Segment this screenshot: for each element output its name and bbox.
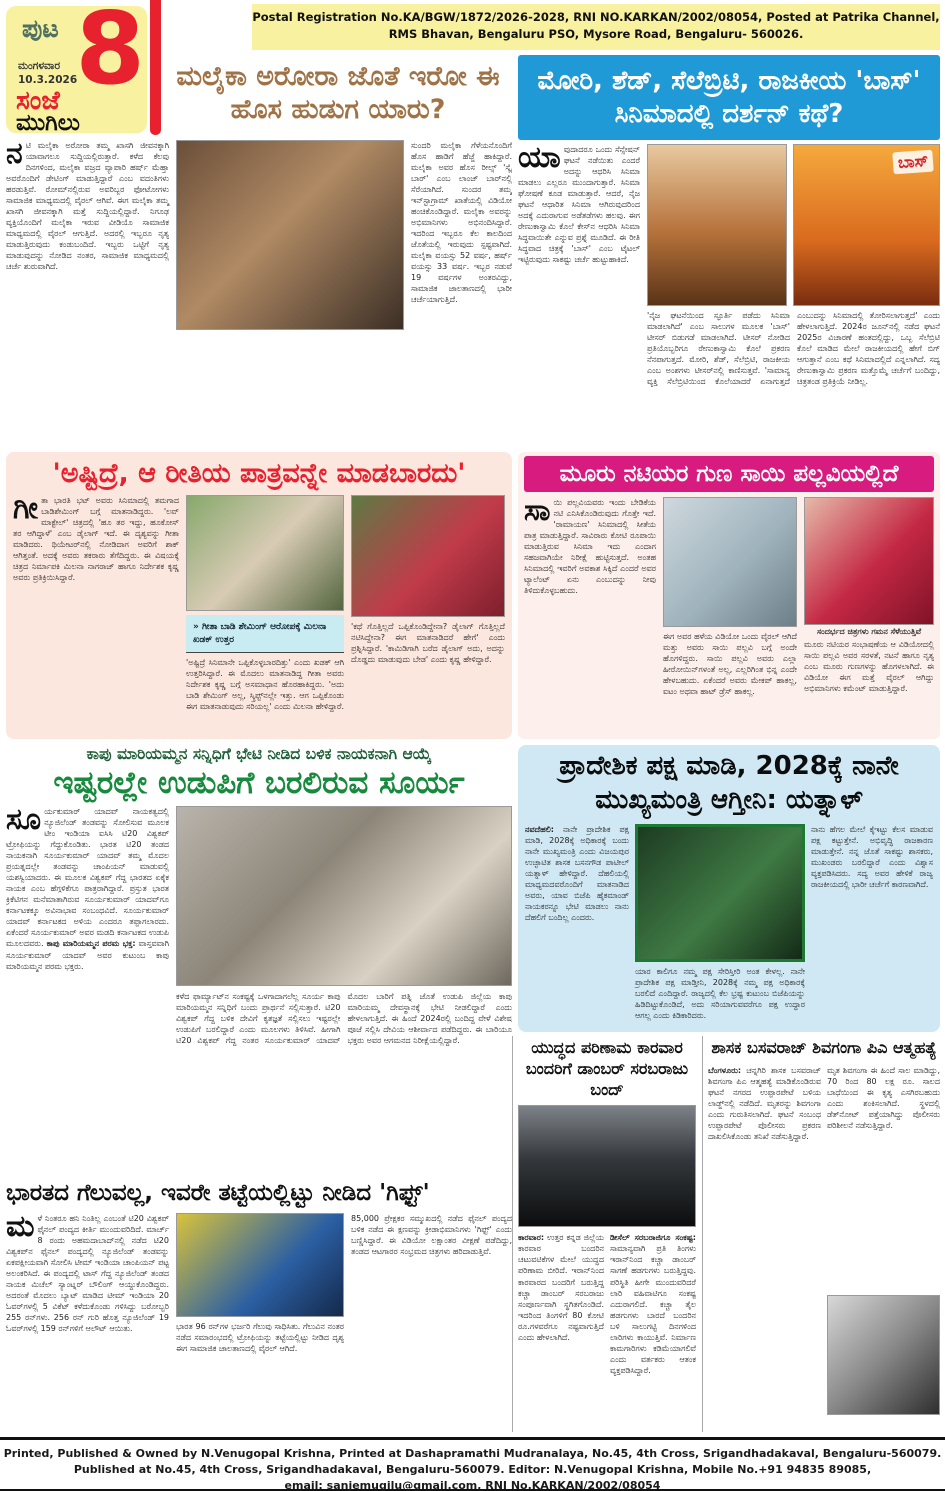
photo-boss-poster <box>793 144 940 306</box>
article-gift <box>6 1180 512 1432</box>
photo-shivaganga-portrait <box>827 1295 940 1415</box>
article-surya-col1 <box>6 806 169 1158</box>
article-geetha <box>6 452 512 739</box>
article-malaika <box>6 140 512 446</box>
postal-registration-strip <box>252 4 940 50</box>
article-boss-col2: 'ನೈಜ ಘಟನೆಯಿಂದ ಸ್ಫೂರ್ತಿ ಪಡೆದು ಸಿನಿಮಾ ಮಾಡಲಾಗಿದೆ' ಎಂಬ ಸಾಲುಗಳ ಮೂಲಕ 'ಬಾಸ್' ಟೀಸರ್ ಬಿಡುಗಡೆ ಮಾಡಲಾಗಿದೆ. ಟೀಸರ್ ನೋಡಿದ ಪ್ರತಿಯೊಬ್ಬರಿಗೂ ರೇಣುಕಾಸ್ವಾಮಿ ಕೊಲೆ ಪ್ರಕರಣ ನೆನಪಾಗುತ್ತದೆ. ಮೋರಿ, ಶೆಡ್, ಸೆಲೆಬ್ರಿಟಿ, ರಾಜಕೀಯ ಎಂಬ ಅಂಶಗಳು ಟೀಸರ್‌ನಲ್ಲಿ ಕಾಣಿಸುತ್ತವೆ. 'ಸಾಮಾನ್ಯ ವ್ಯಕ್ತಿ ಸೆಲೆಬ್ರಿಟಿಯಿಂದ ಕೊಲೆಯಾದರೆ ಏನಾಗುತ್ತದೆ ಎಂಬುದನ್ನು ಸಿನಿಮಾದಲ್ಲಿ ತೋರಿಸಲಾಗುತ್ತದೆ' ಎಂದು ಹೇಳಲಾಗುತ್ತಿದೆ. 2024ರ ಜೂನ್‌ನಲ್ಲಿ ನಡೆದ ಘಟನೆ 2025ರ ವಿಚಾರಣೆ ಹಂತದಲ್ಲಿದ್ದು, ಒಬ್ಬ ಸೆಲೆಬ್ರಿಟಿ ಕೊಲೆ ಮಾಡಿದ ಮೇಲೆ ರಾಜಕೀಯದಲ್ಲಿ ಹೇಗೆ ಬಿಗ್ ಆಗುತ್ತಾನೆ ಎಂಬ ಕಥೆ ಸಿನಿಮಾದಲ್ಲಿದೆ ಎನ್ನಲಾಗಿದೆ. ಸದ್ಯ ರೇಣುಕಾಸ್ವಾಮಿ ಪ್ರಕರಣ ಮತ್ತೊಮ್ಮೆ ಚರ್ಚೆಗೆ ಬಂದಿದ್ದು, ಚಿತ್ರತಂಡ ಪ್ರತಿಕ್ರಿಯೆ ನೀಡಿಲ್ಲ. <box>647 311 940 387</box>
article-text: ಳೆ ನಿಂತರೂ ಹನಿ ನಿಂತಿಲ್ಲ ಎಂಬಂತೆ ಟಿ20 ವಿಶ್ವಕಪ್ ಫೈನಲ್ ಪಂದ್ಯದ ಕೀರ್ತಿ ಮುಂದುವರಿದಿದೆ. ಮಾರ್ಚ್ 8 ರಂದು ಅಹಮದಾಬಾದ್‌ನಲ್ಲಿ ನಡೆದ ಟಿ20 ವಿಶ್ವಕಪ್‌ನ ಫೈನಲ್ ಪಂದ್ಯದಲ್ಲಿ ನ್ಯೂಜಿಲೆಂಡ್ ತಂಡವನ್ನು ಏಕಪಕ್ಷೀಯವಾಗಿ ಸೋಲಿಸಿ ಟೀಮ್ ಇಂಡಿಯಾ ಚಾಂಪಿಯನ್ ಪಟ್ಟ ಅಲಂಕರಿಸಿದೆ. ಈ ಪಂದ್ಯದಲ್ಲಿ ಟಾಸ್ ಗೆದ್ದ ನ್ಯೂಜಿಲೆಂಡ್ ತಂಡದ ನಾಯಕ ಮಿಚೆಲ್ ಸ್ಯಾಂಟ್ನರ್ ಬೌಲಿಂಗ್ ಆಯ್ದುಕೊಂಡಿದ್ದರು. ಅದರಂತೆ ಮೊದಲು ಬ್ಯಾಟ್ ಮಾಡಿದ ಟೀಮ್ ಇಂಡಿಯಾ 20 ಓವರ್‌ಗಳಲ್ಲಿ 5 ವಿಕೆಟ್ ಕಳೆದುಕೊಂಡು ಗಳಿಸಿದ್ದು ಬರೋಬ್ಬರಿ 255 ರನ್‌ಗಳು. 256 ರನ್ ಗುರಿ ಹೊತ್ತ ನ್ಯೂಜಿಲೆಂಡ್ 19 ಓವರ್‌ಗಳಲ್ಲಿ 159 ರನ್‌ಗಳಿಗೆ ಆಲೌಟ್ ಆಯಿತು. <box>6 1213 169 1333</box>
headline-surya: ಇಷ್ಟರಲ್ಲೇ ಉಡುಪಿಗೆ ಬರಲಿರುವ ಸೂರ್ಯ <box>53 765 465 801</box>
dateline: ಕಾರವಾರ: <box>518 1233 545 1243</box>
headline-gift: ಭಾರತದ ಗೆಲುವಲ್ಲ, ಇವರೇ ತಟ್ಟೆಯಲ್ಲಿಟ್ಟು ನೀಡಿದ 'ಗಿಫ್ಟ್' <box>6 1180 430 1206</box>
article-text: ಉತ್ತರ ಕನ್ನಡ ಜಿಲ್ಲೆಯ ಕಾರವಾರ ಬಂದರಿನ ಚಟುವಟಿಕೆಗಳ ಮೇಲೆ ಯುದ್ಧದ ಪರಿಣಾಮ ಬೀರಿದೆ. ಇರಾನ್‌ನಿಂದ ಕಾರವಾರದ ಬಂದರಿಗೆ ಬರುತ್ತಿದ್ದ ಕಚ್ಚಾ ಡಾಂಬರ್ ಸರಬರಾಜು ಸಂಪೂರ್ಣವಾಗಿ ಸ್ಥಗಿತಗೊಂಡಿದೆ. ಇದರಿಂದ ತಿಂಗಳಿಗೆ 80 ಕೋಟಿ ರೂ.ಗಳವರೆಗೂ ನಷ್ಟವಾಗುತ್ತಿದೆ ಎಂದು ಹೇಳಲಾಗಿದೆ. <box>518 1233 604 1342</box>
headline-sai: ಮೂರು ನಟಿಯರ ಗುಣ ಸಾಯಿ ಪಲ್ಲವಿಯಲ್ಲಿದೆ <box>524 456 934 492</box>
photo-malaika-couple <box>176 140 404 330</box>
article-text: ಸಾಮಾನ್ಯವಾಗಿ ಪ್ರತಿ ತಿಂಗಳು ಇರಾನ್‌ನಿಂದ ಕಚ್ಚಾ ಡಾಂಬರ್ ಸಾಗಣೆ ಹಡಗುಗಳು ಬರುತ್ತಿದ್ದವು. ಪರಿಸ್ಥಿತಿ ಹೀಗೇ ಮುಂದುವರಿದರೆ ಲಾರಿ ವಹಿವಾಟಿಗೂ ಸಂಕಷ್ಟ ಎದುರಾಗಲಿದೆ. ಕಚ್ಚಾ ತೈಲ ಹಡಗುಗಳು ಬಾರದೆ ಬಂದರಿನ ಬಳಿ ಸಾಲುಗಟ್ಟಿ ದಿನಗಳಿಂದ ಲಾರಿಗಳು ಕಾಯುತ್ತಿವೆ. ನಿರ್ಮಾಣ ಕಾಮಗಾರಿಗಳು ಕಡಿಮೆಯಾಗಲಿವೆ ಎಂದು ವರ್ತಕರು ಆತಂಕ ವ್ಯಕ್ತಪಡಿಸಿದ್ದಾರೆ. <box>610 1244 696 1375</box>
masthead-page-word: ಪುಟ <box>22 14 59 43</box>
photo-yathnal-speaking <box>635 824 805 962</box>
drop-cap: ಗೀ <box>13 495 39 526</box>
article-text: ರ್ಯಕುಮಾರ್ ಯಾದವ್ ನಾಯಕತ್ವದಲ್ಲಿ ನ್ಯೂಜಿಲೆಂಡ್ ತಂಡವನ್ನು ಸೋಲಿಸುವ ಮೂಲಕ ಟೀಂ ಇಂಡಿಯಾ ಐಸಿಸಿ ಟಿ20 ವಿಶ್ವಕಪ್ ಟ್ರೋಫಿಯನ್ನು ಗೆದ್ದುಕೊಂಡಿತು. ಭಾರತ ಟಿ20 ತಂಡದ ನಾಯಕನಾಗಿ ಸೂರ್ಯಕುಮಾರ್ ಯಾದವ್ ತಮ್ಮ ಮೊದಲ ಪ್ರಯತ್ನದಲ್ಲೇ ತಂಡವನ್ನು ಚಾಂಪಿಯನ್ ಮಾಡುವಲ್ಲಿ ಯಶಸ್ವಿಯಾದರು. ಈ ಮೂಲಕ ವಿಶ್ವಕಪ್ ಗೆದ್ದ ಭಾರತದ ಏಕೈಕ ನಾಯಕ ಎಂಬ ಹೆಗ್ಗಳಿಕೆಗೂ ಪಾತ್ರರಾಗಿದ್ದಾರೆ. ಪ್ರಸ್ತುತ ಭಾರತ ಕ್ರಿಕೆಟಿಗನ ಮನೆಮಾತಾಗಿರುವ ಸೂರ್ಯಕುಮಾರ್ ಯಾದವ್‌ಗೂ ಕರ್ನಾಟಕಕ್ಕೂ ಅವಿನಾಭಾವ ಸಂಬಂಧವಿದೆ. ಸೂರ್ಯಕುಮಾರ್ ಯಾದವ್ ಕರ್ನಾಟಕದ ಅಳಿಯ ಎಂದರೂ ತಪ್ಪಾಗಲಾರದು. ಏಕೆಂದರೆ ಸೂರ್ಯಕುಮಾರ್ ಅವರ ಮಡದಿ ಕರ್ನಾಟಕದ ಉಡುಪಿ ಮೂಲದವರು. <box>6 807 169 949</box>
article-tar <box>518 1038 696 1432</box>
article-tar-col2 <box>610 1232 696 1432</box>
article-yathnal-col3: ನಾನು ಹೆಗಲ ಮೇಲೆ ಕೈಇಟ್ಟು ಕೆಲಸ ಮಾಡುವ ಪಕ್ಷ ಕಟ್ಟುತ್ತೇನೆ. ಅಭಿವೃದ್ಧಿ ರಾಜಕಾರಣ ಮಾಡುತ್ತೇನೆ. ನನ್ನ ಜೊತೆ ಸಾಕಷ್ಟು ಶಾಸಕರು, ಮುಖಂಡರು ಬರಲಿದ್ದಾರೆ ಎಂದು ವಿಶ್ವಾಸ ವ್ಯಕ್ತಪಡಿಸಿದರು. ಸದ್ಯ ಅವರ ಹೇಳಿಕೆ ರಾಜ್ಯ ರಾಜಕೀಯದಲ್ಲಿ ಭಾರೀ ಚರ್ಚೆಗೆ ಕಾರಣವಾಗಿದೆ. <box>811 824 933 889</box>
article-geetha-col3: 'ಕಥೆ ಗೊತ್ತಿಲ್ಲದೆ ಒಪ್ಪಿಕೊಂಡಿದ್ದೇನಾ? ಡೈಲಾಗ್ ಗೊತ್ತಿಲ್ಲದೆ ನಟಿಸಿದ್ದೇನಾ? ಈಗ ಮಾತನಾಡಿದರೆ ಹೇಗೆ' ಎಂದು ಪ್ರಶ್ನಿಸಿದ್ದಾರೆ. 'ಕಾಮಿಡಿಗಾಗಿ ಬರೆದ ಡೈಲಾಗ್ ಅದು, ಅದನ್ನು ದೊಡ್ಡದು ಮಾಡುವುದು ಬೇಡ' ಎಂದು ಕೃಷ್ಣ ಹೇಳಿದ್ದಾರೆ. <box>351 622 505 665</box>
photo-sai-pallavi <box>804 497 934 625</box>
article-tar-col1 <box>518 1232 604 1432</box>
headline-tar: ಯುದ್ಧದ ಪರಿಣಾಮ ಕಾರವಾರ ಬಂದರಿಗೆ ಡಾಂಬರ್ ಸರಬರಾಜು ಬಂದ್ <box>525 1038 689 1099</box>
masthead-day: ಮಂಗಳವಾರ <box>18 60 61 72</box>
column-divider <box>512 1036 513 1432</box>
article-malaika-rest <box>176 140 512 446</box>
article-yathnal-col2: ಯಾರ ಕಾಲಿಗೂ ನಮ್ಮ ಪಕ್ಷ ಸೇರಿಸ್ತೀರಿ ಅಂತ ಕೇಳಲ್ಲ. ನಾನೇ ಪ್ರಾದೇಶಿಕ ಪಕ್ಷ ಮಾಡ್ತೀನಿ, 2028ಕ್ಕೆ ನಮ್ಮ ಪಕ್ಷ ಅಧಿಕಾರಕ್ಕೆ ಬರಲಿದೆ ಎಂದಿದ್ದಾರೆ. ರಾಜ್ಯದಲ್ಲಿ ಕೆಲ ಭ್ರಷ್ಟ ಕುಟುಂಬ ಬಿಜೆಪಿಯನ್ನು ಹಿಡಿದಿಟ್ಟುಕೊಂಡಿದೆ, ಅದು ಸರಿಯಾಗುವವರೆಗೂ ಪಕ್ಷ ಉದ್ಧಾರ ಆಗಲ್ಲ ಎಂದು ಕಿಡಿಕಾರಿದರು. <box>635 966 805 1020</box>
article-text: ಟಿ ಮಲೈಕಾ ಅರೋರಾ ತಮ್ಮ ಖಾಸಗಿ ಜೀವನಕ್ಕಾಗಿ ಯಾವಾಗಲೂ ಸುದ್ದಿಯಲ್ಲಿರುತ್ತಾರೆ. ಕಳೆದ ಕೆಲವು ದಿನಗಳಿಂದ, ಮಲೈಕಾ ವಜ್ರದ ವ್ಯಾಪಾರಿ ಹರ್ಷ್ ಮೆಹ್ತಾ ಅವರೊಂದಿಗೆ ಡೇಟಿಂಗ್ ಮಾಡುತ್ತಿದ್ದಾರೆ ಎಂಬ ವದಂತಿಗಳು ಹರಡುತ್ತಿವೆ. ರೋಮ್‌ನಲ್ಲಿರುವ ಅವರಿಬ್ಬರ ಫೋಟೋಗಳು ಸಾಮಾಜಿಕ ಮಾಧ್ಯಮದಲ್ಲಿ ವೈರಲ್ ಆಗಿವೆ. ಈಗ ಮಲೈಕಾ ತಮ್ಮ ಖಾಸಗಿ ಜೀವನಕ್ಕಾಗಿ ಮತ್ತೆ ಸುದ್ದಿಯಲ್ಲಿದ್ದಾರೆ. ನಿಗೂಢ ವ್ಯಕ್ತಿಯೊಂದಿಗೆ ಮಲೈಕಾ ಇರುವ ವೀಡಿಯೊ ಸಾಮಾಜಿಕ ಮಾಧ್ಯಮದಲ್ಲಿ ವೈರಲ್ ಆಗುತ್ತಿದೆ. ಅದರಲ್ಲಿ ಇಬ್ಬರೂ ನೃತ್ಯ ಮಾಡುತ್ತಿರುವುದು ಕಂಡುಬಂದಿದೆ. ಇಬ್ಬರು ಒಟ್ಟಿಗೆ ನೃತ್ಯ ಮಾಡುವುದನ್ನು ನೋಡಿದ ನಂತರ, ಸಾಮಾಜಿಕ ಮಾಧ್ಯಮದಲ್ಲಿ ಚರ್ಚೆ ಶುರುವಾಗಿದೆ. <box>6 141 169 272</box>
drop-cap: ನ <box>6 140 23 171</box>
drop-cap: ಮ <box>6 1212 35 1244</box>
article-geetha-col1 <box>13 495 179 719</box>
masthead-page-number: 8 <box>75 0 145 107</box>
photo-team-india-trophy <box>176 1213 344 1317</box>
article-sai-col3: ಮೂರು ನಟಿಯರ ಸಂಭಾಷಣೆಯ ಆ ವಿಡಿಯೋದಲ್ಲಿ ಸಾಯಿ ಪಲ್ಲವಿ ಅವರ ಸರಳತೆ, ನಟನೆ ಹಾಗೂ ನೃತ್ಯ ಎಂಬ ಮೂರು ಗುಣಗಳನ್ನು ಹೊಗಳಲಾಗಿದೆ. ಈ ವಿಡಿಯೋ ಈಗ ಮತ್ತೆ ವೈರಲ್ ಆಗಿದ್ದು ಅಭಿಮಾನಿಗಳು ಕಮೆಂಟ್ ಮಾಡುತ್ತಿದ್ದಾರೆ. <box>804 640 934 694</box>
masthead <box>6 0 147 136</box>
article-surya <box>6 745 512 1175</box>
article-text: ವುದಾದರೂ ಒಂದು ಸೆನ್ಸೇಷನ್ ಘಟನೆ ನಡೆಯಿತು ಎಂದರೆ ಅದನ್ನು ಆಧರಿಸಿ ಸಿನಿಮಾ ಮಾಡಲು ಎಲ್ಲರೂ ಮುಂದಾಗುತ್ತಾರೆ. ಸಿನಿಮಾ ಘೋಷಣೆ ಕೂಡ ಮಾಡುತ್ತಾರೆ. ಆದರೆ, ನೈಜ ಘಟನೆ ಆಧಾರಿತ ಸಿನಿಮಾ ಆಗಿರುವುದರಿಂದ ಅದಕ್ಕೆ ಎದುರಾಗುವ ಅಡೆತಡೆಗಳು ಹಲವು. ಈಗ ರೇಣುಕಾಸ್ವಾಮಿ ಕೊಲೆ ಕೇಸ್‌ನ ಆಧರಿಸಿ ಸಿನಿಮಾ ಸಿದ್ಧವಾಯಿತೇ ಎನ್ನುವ ಪ್ರಶ್ನೆ ಮೂಡಿದೆ. ಈ ರೀತಿ ಸಿದ್ಧವಾದ ಚಿತ್ರಕ್ಕೆ 'ಬಾಸ್' ಎಂಬ ಟೈಟಲ್ ಇಟ್ಟಿರುವುದು ಸಾಕಷ್ಟು ಚರ್ಚೆ ಹುಟ್ಟುಹಾಕಿದೆ. <box>518 145 640 265</box>
article-geetha-col2: 'ಅಷ್ಟಿದ್ರೆ ಸಿನಿಮಾನೇ ಒಪ್ಪಿಕೊಳ್ಳಬಾರದಿತ್ತು' ಎಂದು ಖಡಕ್ ಆಗಿ ಉತ್ತರಿಸಿದ್ದಾರೆ. ಈ ಮೊದಲು ಮಾತನಾಡಿದ್ದ ಗೀತಾ ಅವರು ನಿರ್ದೇಶಕ ಕೃಷ್ಣ ಬಗ್ಗೆ ಅಸಮಾಧಾನ ಹೊರಹಾಕಿದ್ದರು. 'ಅದು ಬಾಡಿ ಶೇಮಿಂಗ್ ಅಲ್ಲ, ಸ್ಕ್ರಿಪ್ಟ್‌ನಲ್ಲೇ ಇತ್ತು. ಆಗ ಒಪ್ಪಿಕೊಂಡು ಈಗ ಮಾತನಾಡುವುದು ಸರಿಯಲ್ಲ' ಎಂದು ಮಿಲನಾ ಹೇಳಿದ್ದಾರೆ. <box>186 658 345 712</box>
article-surya-col2: ಕಳೆದ ಫಾರ್ಮ್ಯಾಟ್‌ನ ಸಂಕಷ್ಟಕ್ಕೆ ಒಳಗಾದಾಗಲೆಲ್ಲ ಸೂರ್ಯ ಕಾಪು ಮಾರಿಯಮ್ಮನ ಸನ್ನಿಧಿಗೆ ಬಂದು ಪ್ರಾರ್ಥನೆ ಸಲ್ಲಿಸುತ್ತಾರೆ. ಟಿ20 ವಿಶ್ವಕಪ್ ಗೆದ್ದ ಬಳಿಕ ದೇವಿಗೆ ಕೃತಜ್ಞತೆ ಸಲ್ಲಿಸಲು ಇಷ್ಟರಲ್ಲೇ ಉಡುಪಿಗೆ ಬರಲಿದ್ದಾರೆ ಎಂದು ಮೂಲಗಳು ತಿಳಿಸಿವೆ. ಹೀಗಾಗಿ ಟಿ20 ವಿಶ್ವಕಪ್ ಗೆದ್ದ ನಂತರ ಸೂರ್ಯಕುಮಾರ್ ಯಾದವ್ ಮೊದಲ ಬಾರಿಗೆ ಪತ್ನಿ ಜೊತೆ ಉಡುಪಿ ಜಿಲ್ಲೆಯ ಕಾಪು ಮಾರಿಯಮ್ಮ ದೇವಸ್ಥಾನಕ್ಕೆ ಭೇಟಿ ನೀಡಲಿದ್ದಾರೆ ಎಂದು ಹೇಳಲಾಗುತ್ತಿದೆ. ಈ ಹಿಂದೆ 2024ರಲ್ಲಿ ಬಂದಿದ್ದ ವೇಳೆ ವಿಶೇಷ ಪೂಜೆ ಸಲ್ಲಿಸಿ ದೇವಿಯ ಆಶೀರ್ವಾದ ಪಡೆದಿದ್ದರು. ಈ ಬಾರಿಯೂ ಭಕ್ತರು ಅವರ ಆಗಮನದ ನಿರೀಕ್ಷೆಯಲ್ಲಿದ್ದಾರೆ. <box>176 992 512 1046</box>
headline-boss: ಮೋರಿ, ಶೆಡ್, ಸೆಲೆಬ್ರಿಟಿ, ರಾಜಕೀಯ 'ಬಾಸ್' ಸಿನಿಮಾದಲ್ಲಿ ದರ್ಶನ್ ಕಥೆ? <box>518 55 940 140</box>
article-malaika-col1 <box>6 140 169 446</box>
headline-yathnal: ಪ್ರಾದೇಶಿಕ ಪಕ್ಷ ಮಾಡಿ, 2028ಕ್ಕೆ ನಾನೇ ಮುಖ್ಯಮಂತ್ರಿ ಆಗ್ತೀನಿ: ಯತ್ನಾಳ್ <box>559 751 899 815</box>
article-boss <box>518 144 940 447</box>
article-pa <box>708 1038 940 1432</box>
photo-temple-visit <box>176 806 512 986</box>
article-sai-col1 <box>524 497 656 729</box>
dateline: ಬೆಂಗಳೂರು: <box>708 1065 742 1075</box>
tar-subhead: ಡೀಸೆಲ್ ಸರಬರಾಜಿಗೂ ಸಂಕಷ್ಟ: <box>610 1233 696 1243</box>
imprint-line3: email: sanjemugilu@gmail.com, RNI No.KARKAN/2002/08054 <box>284 1478 661 1491</box>
headline-malaika: ಮಲೈಕಾ ಅರೋರಾ ಜೊತೆ ಇರೋ ಈ ಹೊಸ ಹುಡುಗ ಯಾರು? <box>164 50 512 137</box>
red-ribbon-divider <box>150 0 161 135</box>
photo-darshan-fist <box>647 144 787 306</box>
dateline: ನವದೆಹಲಿ: <box>525 824 554 834</box>
article-pa-col1 <box>708 1065 821 1415</box>
paper-name-line2: ಮುಗಿಲು <box>16 110 80 136</box>
imprint-line2: Published at No.45, 4th Cross, Srigandhadakaval, Bengaluru-560079. Editor: N.Venugopal Krishna, Mobile No.+91 94835 89085, <box>73 1462 872 1476</box>
article-yathnal <box>518 745 940 1032</box>
surya-kicker: ಕಾಪು ಮಾರಿಯಮ್ಮನ ಸನ್ನಿಧಿಗೆ ಭೇಟಿ ನೀಡಿದ ಬಳಿಕ ನಾಯಕನಾಗಿ ಆಯ್ಕೆ <box>86 745 432 763</box>
article-text: ತಾ ಭಾರತಿ ಭಟ್ ಅವರು ಸಿನಿಮಾದಲ್ಲಿ ತಮಗಾದ ಬಾಡಿಶೇಮಿಂಗ್ ಬಗ್ಗೆ ಮಾತನಾಡಿದ್ದರು. 'ಲವ್ ಮಾಕ್ಟೇಲ್' ಚಿತ್ರದಲ್ಲಿ 'ಹೂ ತರ ಇದ್ದು, ಹೂಕೋಸ್ ತರ ಆಗಿದ್ದಾಳೆ' ಎಂಬ ಡೈಲಾಗ್ ಇದೆ. ಈ ದೃಶ್ಯವನ್ನು ಗೀತಾ ಮಾಡಿದರು. ಥಿಯೇಟರ್‌ನಲ್ಲಿ ನೋಡಿದಾಗ ಅವರಿಗೆ ಶಾಕ್ ಆಗಿತ್ತಂತೆ. ಅದಕ್ಕೆ ಅವರು ತಕರಾರು ತೆಗೆದಿದ್ದರು. ಈ ವಿಷಯಕ್ಕೆ ಚಿತ್ರದ ನಿರ್ಮಾಪಕಿ ಮಿಲನಾ ನಾಗರಾಜ್ ಹಾಗೂ ನಿರ್ದೇಶಕ ಕೃಷ್ಣ ಅವರು ಪ್ರತಿಕ್ರಿಯಿಸಿದ್ದಾರೆ. <box>13 496 179 583</box>
photo-tar-pouring <box>518 1105 696 1227</box>
headline-geetha: 'ಅಷ್ಟಿದ್ರೆ, ಆ ರೀತಿಯ ಪಾತ್ರವನ್ನೇ ಮಾಡಬಾರದು' <box>52 458 466 489</box>
article-yathnal-col1 <box>525 824 629 1024</box>
article-text: ಚನ್ನಗಿರಿ ಶಾಸಕ ಬಸವರಾಜ್ ಶಿವಗಂಗಾ ಪಿಎ ಆತ್ಮಹತ್ಯೆ ಮಾಡಿಕೊಂಡಿರುವ ಘಟನೆ ನಗರದ ಉಪ್ಪಾರಪೇಟೆ ಬಳಿಯ ಲಾಡ್ಜ್‌ನಲ್ಲಿ ನಡೆದಿದೆ. ಮೃತರನ್ನು ಶಿವಗಂಗಾ ಎಂದು ಗುರುತಿಸಲಾಗಿದೆ. ಘಟನೆ ಸಂಬಂಧ ಉಪ್ಪಾರಪೇಟೆ ಪೊಲೀಸರು ಪ್ರಕರಣ ದಾಖಲಿಸಿಕೊಂಡು ತನಿಖೆ ನಡೆಸುತ್ತಿದ್ದಾರೆ. <box>708 1065 821 1141</box>
column-divider <box>702 1036 703 1432</box>
postal-line1: Postal Registration No.KA/BGW/1872/2026-2028, RNI NO.KARKAN/2002/08054, Posted at Patrika Channel, <box>252 10 940 24</box>
masthead-date: 10.3.2026 <box>18 74 78 86</box>
boss-poster-title: ಬಾಸ್ <box>892 150 934 175</box>
photo-geetha-saree <box>351 495 505 617</box>
drop-cap: ಸಾ <box>524 497 551 528</box>
article-text: ಯಿ ಪಲ್ಲವಿಯವರು ಇಂದು ಬೇಡಿಕೆಯ ನಟಿ ಎನಿಸಿಕೊಂಡಿರುವುದು ಗೊತ್ತೇ ಇದೆ. 'ರಾಮಾಯಣ' ಸಿನಿಮಾದಲ್ಲಿ ಸೀತೆಯ ಪಾತ್ರ ಮಾಡುತ್ತಿದ್ದಾರೆ. ಸಾವಿರಾರು ಕೋಟಿ ರೂಪಾಯಿ ಮಾಡುತ್ತಿರುವ ಸಿನಿಮಾ ಇದು ಎಂದಾಗ ಸಹಜವಾಗಿಯೇ ನಿರೀಕ್ಷೆ ಹುಟ್ಟಿಸುತ್ತದೆ. ಅಂತಹ ಸಿನಿಮಾದಲ್ಲಿ ಇವರಿಗೆ ಅವಕಾಶ ಸಿಕ್ಕಿದೆ ಎಂದರೆ ಅವರ ಟ್ಯಾಲೆಂಟ್ ಏನು ಎಂಬುದನ್ನು ನೀವು ತಿಳಿದುಕೊಳ್ಳಬಹುದು. <box>524 498 656 596</box>
imprint-footer <box>0 1437 945 1491</box>
surya-subhead: ಕಾಪು ಮಾರಿಯಮ್ಮನ ಪರಮ ಭಕ್ತ: <box>46 939 136 949</box>
article-text: ಸುಂದರಿ ಮಲೈಕಾ ಗೆಳೆಯನೊಂದಿಗೆ ಹೊಸ ಹಾಡಿಗೆ ಹೆಜ್ಜೆ ಹಾಕಿದ್ದಾರೆ. ಮಲೈಕಾ ಅವರ ಹೊಸ ರೀಲ್ಸ್ 'ಸ್ಕೈ ಬಾರ್' ಎಂಬ ಲಾಂಜ್ ಬಾರ್‌ನಲ್ಲಿ ಸೆರೆಯಾಗಿದೆ. ಸುಂದರ ತಮ್ಮ ಇನ್‌ಸ್ಟಾಗ್ರಾಮ್ ಖಾತೆಯಲ್ಲಿ ವಿಡಿಯೋ ಹಂಚಿಕೊಂಡಿದ್ದಾರೆ. ಮಲೈಕಾ ಅವರನ್ನು ಅಭಿಮಾನಿಗಳು ಅಭಿನಂದಿಸಿದ್ದಾರೆ. ಇದರಿಂದ ಇಬ್ಬರೂ ಕೆಲ ಕಾಲದಿಂದ ಜೊತೆಯಲ್ಲಿ ಇರುವುದು ಸ್ಪಷ್ಟವಾಗಿದೆ. ಮಲೈಕಾ ವಯಸ್ಸು 52 ವರ್ಷ, ಹರ್ಷ್ ವಯಸ್ಸು 33 ವರ್ಷ. ಇಬ್ಬರ ನಡುವೆ 19 ವರ್ಷಗಳ ಅಂತರವಿದ್ದು, ಸಾಮಾಜಿಕ ಜಾಲತಾಣದಲ್ಲಿ ಭಾರೀ ಚರ್ಚೆಯಾಗುತ್ತಿದೆ. <box>411 141 512 305</box>
postal-line2: RMS Bhavan, Bengaluru PSO, Mysore Road, Bengaluru- 560026. <box>388 27 804 42</box>
headline-pa: ಶಾಸಕ ಬಸವರಾಜ್ ಶಿವಗಂಗಾ ಪಿಎ ಆತ್ಮಹತ್ಯೆ <box>711 1038 937 1057</box>
article-boss-col1 <box>518 144 640 447</box>
article-text: ವಾಸ್ತವವಾಗಿ ಸೂರ್ಯಕುಮಾರ್ ಯಾದವ್ ಅವರ ಕುಟುಂಬ ಕಾಪು ಮಾರಿಯಮ್ಮನ ಪರಮ ಭಕ್ತರು. <box>6 939 169 971</box>
article-gift-col2: ಭಾರತ 96 ರನ್‌ಗಳ ಭರ್ಜರಿ ಗೆಲುವು ಸಾಧಿಸಿತು. ಗೆಲುವಿನ ನಂತರ ನಡೆದ ಸಮಾರಂಭದಲ್ಲಿ ಟ್ರೋಫಿಯನ್ನು ತಟ್ಟೆಯಲ್ಲಿಟ್ಟು ನೀಡಿದ ದೃಶ್ಯ ಈಗ ಸಾಮಾಜಿಕ ಜಾಲತಾಣದಲ್ಲಿ ವೈರಲ್ ಆಗಿದೆ. <box>176 1321 344 1353</box>
article-gift-col3: 85,000 ಪ್ರೇಕ್ಷಕರ ಸಮ್ಮುಖದಲ್ಲಿ ನಡೆದ ಫೈನಲ್ ಪಂದ್ಯದ ಬಳಿಕ ನಡೆದ ಈ ಕ್ಷಣವನ್ನು ಕ್ರೀಡಾಭಿಮಾನಿಗಳು 'ಗಿಫ್ಟ್' ಎಂದು ಬಣ್ಣಿಸಿದ್ದಾರೆ. ಈ ವಿಡಿಯೋ ಲಕ್ಷಾಂತರ ವೀಕ್ಷಣೆ ಪಡೆದಿದ್ದು, ತಂಡದ ಆಟಗಾರರ ಸಂಭ್ರಮದ ಚಿತ್ರಗಳು ಹರಿದಾಡುತ್ತಿವೆ. <box>351 1213 512 1256</box>
drop-cap: ಯಾ <box>518 144 561 175</box>
paper-name-line1: ಸಂಜೆ <box>16 86 60 116</box>
article-text: ನಾನೇ ಪ್ರಾದೇಶಿಕ ಪಕ್ಷ ಮಾಡಿ, 2028ಕ್ಕೆ ಅಧಿಕಾರಕ್ಕೆ ಬಂದು ನಾನೇ ಮುಖ್ಯಮಂತ್ರಿ ಎಂದು ವಿಜಯಪುರ ಉಚ್ಛಾಟಿತ ಶಾಸಕ ಬಸನಗೌಡ ಪಾಟೀಲ್ ಯತ್ನಾಳ್ ಹೇಳಿದ್ದಾರೆ. ದೆಹಲಿಯಲ್ಲಿ ಮಾಧ್ಯಮದವರೊಂದಿಗೆ ಮಾತನಾಡಿದ ಅವರು, ಯಾವ ಬಿಜೆಪಿ ಹೈಕಮಾಂಡ್ ನಾಯಕರನ್ನೂ ಭೇಟಿ ಮಾಡಲು ನಾನು ದೆಹಲಿಗೆ ಬಂದಿಲ್ಲ ಎಂದರು. <box>525 824 629 922</box>
article-sai <box>518 452 940 739</box>
photo-interview-still <box>663 497 797 627</box>
article-sai-col2: ಈಗ ಅವರ ಹಳೆಯ ವಿಡಿಯೋ ಒಂದು ವೈರಲ್ ಆಗಿದೆ ಮತ್ತು ಅವರು ಸಾಯಿ ಪಲ್ಲವಿ ಬಗ್ಗೆ ಅಂದೇ ಹೊಗಳಿದ್ದರು. ಸಾಯಿ ಪಲ್ಲವಿ ಅವರು ಎಲ್ಲಾ ಹೀರೋಯಿನ್‌ಗಳಂತೆ ಅಲ್ಲ, ಎಲ್ಲರಿಗಿಂತ ಭಿನ್ನ ಎಂದೇ ಹೇಳಬಹುದು. ಏಕೆಂದರೆ ಅವರು ಮೇಕಪ್ ಹಾಕಲ್ಲ, ಐಟಂ ಅಥವಾ ಹಾಟ್ ಡ್ರೆಸ್ ಹಾಕಲ್ಲ. <box>663 632 797 697</box>
article-gift-col1 <box>6 1213 169 1431</box>
drop-cap: ಸೂ <box>6 806 42 838</box>
sai-photo-caption: ಸಂದರ್ಭದ ಚಿತ್ರಗಳು ಗಮನ ಸೆಳೆಯುತ್ತಿವೆ <box>816 627 922 636</box>
geetha-caption-box: » ಗೀತಾ ಬಾಡಿ ಶೇಮಿಂಗ್ ಆರೋಪಕ್ಕೆ ಮಿಲನಾ ಖಡಕ್ ಉತ್ತರ <box>186 615 344 653</box>
article-pa-col2: ಮೃತ ಶಿವಗಂಗಾ ಈ ಹಿಂದೆ ಸಾಲ ಮಾಡಿದ್ದು, 70 ರಿಂದ 80 ಲಕ್ಷ ರೂ. ಸಾಲದ ಬಾಧೆಯಿಂದ ಈ ಕೃತ್ಯ ಎಸಗಿರಬಹುದು ಎಂದು ಶಂಕಿಸಲಾಗಿದೆ. ಸ್ಥಳದಲ್ಲಿ ಡೆತ್‌ನೋಟ್ ಪತ್ತೆಯಾಗಿದ್ದು ಪೊಲೀಸರು ಪರಿಶೀಲನೆ ನಡೆಸುತ್ತಿದ್ದಾರೆ. <box>827 1065 940 1130</box>
imprint-line1: Printed, Published & Owned by N.Venugopal Krishna, Printed at Dashapramathi Mudranalaya, No.45, 4th Cross, Srigandhadakaval, Bengaluru-560079. <box>3 1447 942 1460</box>
photo-milana-krishna <box>186 495 344 611</box>
